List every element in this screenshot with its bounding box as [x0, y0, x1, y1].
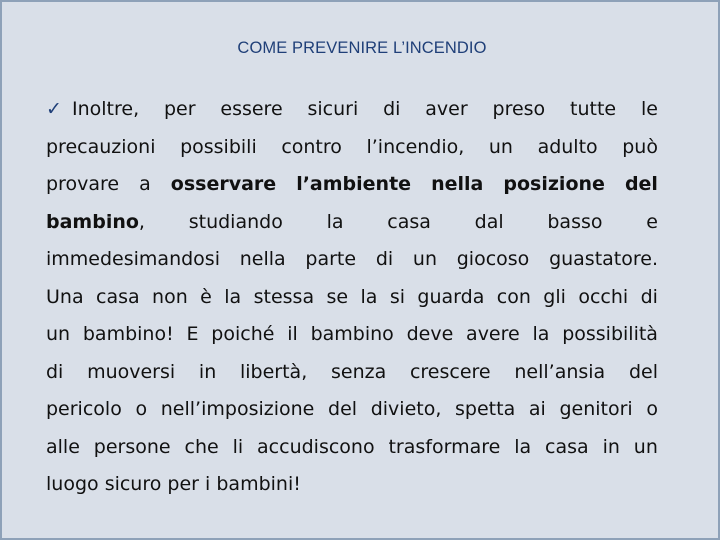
- word: è: [200, 285, 212, 308]
- word: se: [326, 285, 349, 308]
- word: genitori: [559, 398, 633, 420]
- word: essere: [220, 98, 283, 120]
- word: non: [152, 285, 188, 308]
- word: trasformare: [388, 435, 501, 458]
- word: le: [640, 98, 658, 120]
- body-text: [46, 91, 658, 504]
- word: bambino,: [46, 210, 145, 233]
- word: la: [360, 285, 378, 308]
- word: possibili: [180, 135, 257, 158]
- word: l’ambiente: [296, 173, 412, 195]
- text-line: [46, 279, 658, 317]
- word: in: [602, 435, 620, 458]
- word: studiando: [188, 210, 283, 233]
- text-line: [46, 316, 658, 354]
- word: la: [532, 323, 550, 345]
- text-line: [46, 166, 658, 204]
- word: la: [224, 285, 242, 308]
- word: basso: [547, 210, 603, 233]
- word: precauzioni: [46, 135, 156, 158]
- word: divieto,: [370, 398, 442, 420]
- word: sicuri: [307, 98, 359, 120]
- word: libertà,: [239, 360, 308, 383]
- word: bambino!: [82, 323, 174, 345]
- word: nell’imposizione: [160, 398, 315, 420]
- word: dal: [474, 210, 504, 233]
- word: preso: [492, 98, 546, 120]
- text-line: [46, 241, 658, 279]
- word: occhi: [578, 285, 629, 308]
- word: con: [496, 285, 531, 308]
- word: bambino: [310, 323, 394, 345]
- word: il: [287, 323, 298, 345]
- word: nell’ansia: [514, 360, 606, 383]
- text-line: [46, 204, 658, 242]
- word: può: [622, 135, 658, 158]
- word: tutte: [570, 98, 617, 120]
- word: di: [383, 98, 401, 120]
- word: per: [167, 473, 199, 495]
- word: del: [624, 173, 658, 195]
- word: del: [628, 360, 658, 383]
- word: pericolo: [46, 398, 122, 420]
- word: casa: [387, 210, 431, 233]
- text-line: [46, 466, 658, 504]
- word: muoversi: [87, 360, 176, 383]
- word: casa: [96, 285, 140, 308]
- word: contro: [281, 135, 342, 158]
- word: a: [139, 173, 151, 195]
- word: la: [514, 435, 532, 458]
- word: bambini!: [216, 473, 301, 495]
- word: senza: [330, 360, 387, 383]
- word: parte: [305, 248, 357, 270]
- word: gli: [543, 285, 566, 308]
- word: sicuro: [104, 473, 162, 495]
- word: osservare: [170, 173, 277, 195]
- word: guastatore.: [549, 248, 658, 270]
- word: del: [328, 398, 358, 420]
- word: di: [640, 285, 658, 308]
- word: poiché: [211, 323, 275, 345]
- word: per: [163, 98, 196, 120]
- slide-title: COME PREVENIRE L’INCENDIO: [237, 39, 487, 57]
- word: Inoltre,: [72, 98, 140, 120]
- word: posizione: [503, 173, 605, 195]
- word: li: [232, 435, 244, 458]
- word: o: [135, 398, 148, 420]
- checkmark-icon: ✓: [46, 98, 62, 120]
- word: casa: [545, 435, 589, 458]
- word: che: [184, 435, 219, 458]
- word: nella: [239, 248, 286, 270]
- word: i: [205, 473, 211, 495]
- word: aver: [425, 98, 468, 120]
- word: e: [646, 210, 658, 233]
- word: o: [646, 398, 658, 420]
- word: possibilità: [562, 323, 658, 345]
- word: adulto: [537, 135, 598, 158]
- word: immedesimandosi: [46, 248, 220, 270]
- word: un: [633, 435, 658, 458]
- word: un: [46, 323, 71, 345]
- word: guarda: [417, 285, 485, 308]
- word: un: [488, 135, 513, 158]
- text-line: [46, 391, 658, 429]
- word: stessa: [253, 285, 315, 308]
- text-line: [46, 91, 658, 129]
- word: la: [326, 210, 344, 233]
- text-line: [46, 354, 658, 392]
- word: E: [186, 323, 199, 345]
- word: luogo: [46, 473, 99, 495]
- text-line: [46, 429, 658, 467]
- word: provare: [46, 173, 120, 195]
- word: di: [46, 360, 64, 383]
- word: crescere: [409, 360, 491, 383]
- word: persone: [93, 435, 171, 458]
- word: spetta: [455, 398, 516, 420]
- word: si: [389, 285, 406, 308]
- word: in: [198, 360, 217, 383]
- word: deve: [406, 323, 454, 345]
- bullet-start: [46, 91, 139, 129]
- word: nella: [431, 173, 484, 195]
- word: di: [375, 248, 394, 270]
- word: ai: [528, 398, 546, 420]
- word: giocoso: [456, 248, 530, 270]
- word: Una: [46, 285, 84, 308]
- word: alle: [46, 435, 80, 458]
- word: un: [412, 248, 437, 270]
- word: accudiscono: [257, 435, 375, 458]
- word: avere: [466, 323, 520, 345]
- text-line: [46, 129, 658, 167]
- word: l’incendio,: [366, 135, 465, 158]
